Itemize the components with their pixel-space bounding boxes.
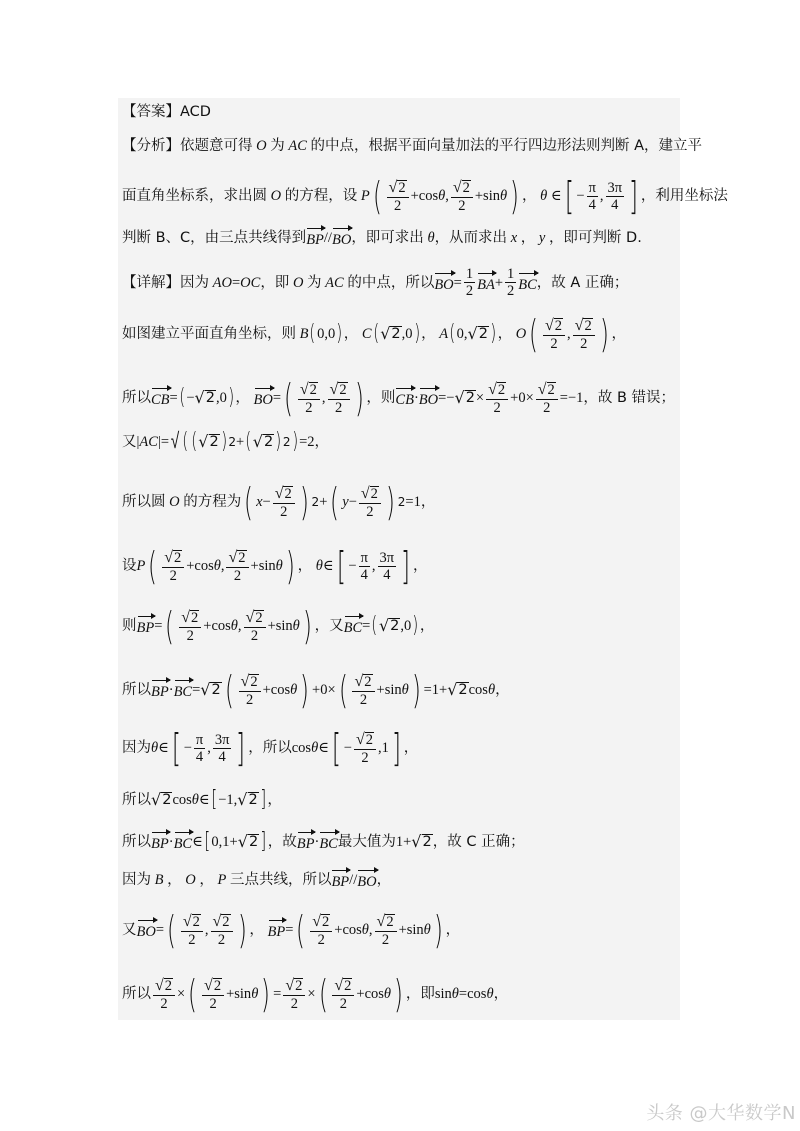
analysis-text: 判断 B、C，由三点共线得到	[122, 230, 307, 246]
detail-text: ，故 C 正确；	[432, 834, 525, 850]
detail-text: 如图建立平面直角坐标，则	[122, 326, 296, 342]
detail-text: ，即	[405, 986, 435, 1002]
analysis-line-3: 判断 B、C，由三点共线得到 BP // BO ，即可求出 θ ，从而求出 x ， y ，即可判断 D.	[122, 226, 642, 250]
detail-line-12: 因为 B ， O ， P 三点共线，所以 BP // BO ，	[122, 868, 391, 892]
detail-text: 三点共线，所以	[229, 872, 332, 888]
analysis-text: 的中点，根据平面向量加法的平行四边形法则判断 A，建立平	[310, 138, 703, 154]
answer-label: 【答案】	[122, 104, 180, 120]
detail-text: 因为	[180, 274, 209, 291]
detail-line-6: 设 P ( √ 2 2 +cos θ , √ 2 2 +sin θ ) ， θ ∈ [ − $\frac{\pi}{4}$ , $\frac{3\pi}{4}$ ] ，	[122, 544, 428, 588]
analysis-text: ，利用坐标法	[640, 188, 728, 204]
analysis-text: 的方程，设	[284, 188, 358, 204]
analysis-label: 【分析】	[122, 138, 180, 154]
detail-text: 因为	[122, 740, 151, 756]
analysis-line-2: 面直角坐标系，求出圆 O 的方程，设 P ( √ 2 2 +cos θ , √ 2 2 +sin θ ) ， θ ∈ [ − $\frac{\pi}{4}$ , $\frac{3\pi}{4}$ ] ，利用坐标法	[122, 174, 728, 218]
detail-line-8: 所以 BP · BC = √ 2 ( √ 2 2 +cos θ ) +0× ( √ 2 2 +sin θ ) =1+ √ 2 cos θ ，	[122, 668, 510, 712]
detail-line-14: 所以 √ 2 2 × ( √ 2 2 +sin θ ) = √ 2 2 × ( √ 2 2 +cos θ ) ，即 sin θ =cos θ ，	[122, 972, 509, 1016]
detail-line-1: 【详解】 因为 AO = OC ，即 O 为 AC 的中点，所以 BO = $\frac{1}{2}$ BA + $\frac{1}{2}$ BC ，故 A 正确；	[122, 266, 629, 299]
detail-line-2: 如图建立平面直角坐标，则 B ( 0,0 ) ， C ( √ 2 ,0 ) ， A ( 0, √ 2 ) ， O ( √ 2 2 , √ 2 2 ) ，	[122, 312, 627, 356]
detail-text: 的方程为	[183, 494, 242, 510]
detail-text: 所以圆	[122, 494, 166, 510]
detail-text: ，则	[366, 390, 396, 406]
detail-text: 则	[122, 618, 137, 634]
watermark: 头条 @大华数学N	[646, 1103, 796, 1124]
detail-text: ，所以	[248, 740, 292, 756]
detail-text: ，故 B 错误；	[583, 390, 676, 406]
detail-line-4: 又 | AC |= √ ( ( √ 2 ) 2 + ( √ 2 ) 2 ) =2，	[122, 429, 330, 454]
detail-line-3: 所以 CB = ( − √ 2 ,0 ) ， BO = ( √ 2 2 , √ 2 2 ) ，则 CB · BO =− √ 2 × √ 2 2 +0× √ 2 2 =−1 ，故 B 错误；	[122, 376, 676, 420]
detail-label: 【详解】	[122, 274, 180, 291]
analysis-text: ，即可判断 D.	[548, 230, 642, 246]
detail-text: 所以	[122, 792, 151, 808]
detail-text: ，又	[314, 618, 344, 634]
analysis-text: 为	[270, 138, 285, 154]
detail-text: 为	[307, 274, 322, 291]
detail-text: ，故	[267, 834, 297, 850]
analysis-text: 依题意可得	[180, 138, 253, 154]
answer-line	[122, 102, 211, 122]
detail-text: ，即	[260, 274, 290, 291]
analysis-text: ，即可求出	[351, 230, 424, 246]
detail-text: 所以	[122, 390, 151, 406]
detail-text: 的中点，所以	[347, 274, 435, 291]
detail-text: 所以	[122, 682, 151, 698]
detail-text: 所以	[122, 834, 151, 850]
detail-line-5: 所以圆 O 的方程为 ( x − √ 2 2 ) 2 + ( y − √ 2 2 ) 2 =1，	[122, 480, 436, 524]
analysis-line-1: 【分析】 依题意可得 O 为 AC 的中点，根据平面向量加法的平行四边形法则判断 A，建立平	[122, 138, 703, 154]
detail-text: 设	[122, 558, 137, 574]
detail-text: 最大值为	[337, 834, 396, 850]
detail-line-7: 则 BP = ( √ 2 2 +cos θ , √ 2 2 +sin θ ) ，又 BC = ( √ 2 ,0 ) ，	[122, 604, 435, 648]
analysis-text: ，从而求出	[434, 230, 508, 246]
detail-text: 因为	[122, 872, 151, 888]
detail-text: 又	[122, 922, 137, 938]
detail-text: 又	[122, 434, 137, 450]
detail-text: 所以	[122, 986, 151, 1002]
analysis-text: 面直角坐标系，求出圆	[122, 188, 267, 204]
detail-line-10: 所以 √ 2 cos θ ∈ [ −1, √ 2 ] ，	[122, 787, 282, 812]
detail-text: ，故 A 正确；	[536, 274, 629, 291]
answer-value: ACD	[180, 104, 211, 120]
detail-line-13: 又 BO = ( √ 2 2 , √ 2 2 ) ， BP = ( √ 2 2 +cos θ , √ 2 2 +sin θ ) ，	[122, 908, 461, 952]
detail-line-9: 因为 θ ∈ [ − $\frac{\pi}{4}$ , $\frac{3\pi}{4}$ ] ，所以 cos θ ∈ [ − √ 2 2 ,1 ] ，	[122, 726, 419, 770]
detail-line-11: 所以 BP · BC ∈ [ 0,1+ √ 2 ] ，故 BP · BC 最大值为 1+ √ 2 ，故 C 正确；	[122, 829, 525, 854]
